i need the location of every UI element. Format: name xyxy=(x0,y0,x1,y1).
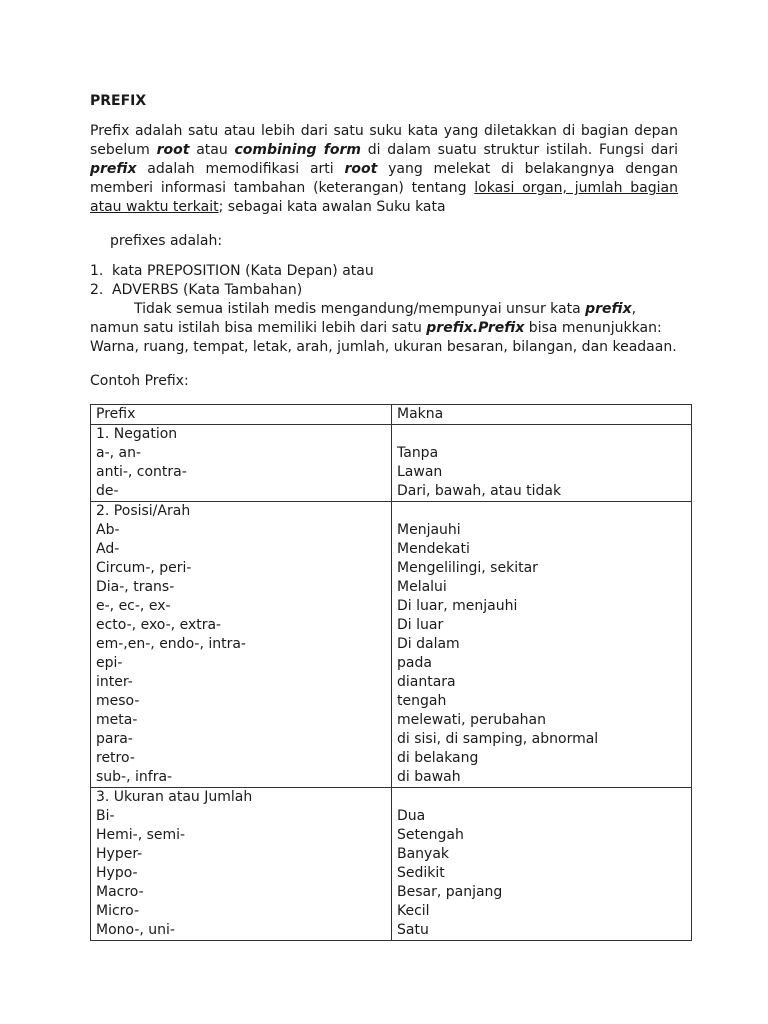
prefix-entry: Ab- xyxy=(96,522,120,538)
example-label: Contoh Prefix: xyxy=(90,373,189,389)
makna-entry: Tanpa xyxy=(397,445,439,461)
makna-entry: di sisi, di samping, abnormal xyxy=(397,731,599,747)
term-prefix: prefix.Prefix xyxy=(426,320,525,336)
prefix-entry: Ad- xyxy=(96,541,120,557)
intro-text: di dalam suatu struktur istilah. Fungsi dari xyxy=(360,142,679,158)
intro-text: Prefix adalah satu atau lebih dari satu suku kata yang diletakkan di bagian depan sebelum xyxy=(90,123,678,158)
table-group-row xyxy=(91,502,692,788)
prefix-entry: inter- xyxy=(96,674,133,690)
makna-entry: Setengah xyxy=(397,827,464,843)
prefix-entry: epi- xyxy=(96,655,123,671)
list-text: kata PREPOSITION (Kata Depan) atau xyxy=(112,263,374,279)
table-group-row xyxy=(91,425,692,502)
prefix-entry: retro- xyxy=(96,750,135,766)
blank-line xyxy=(397,788,691,807)
makna-entry: Melalui xyxy=(397,579,447,595)
prefix-entry: Mono-, uni- xyxy=(96,922,175,938)
makna-entry: Mendekati xyxy=(397,541,470,557)
makna-cell xyxy=(392,502,692,788)
prefix-entry: ecto-, exo-, extra- xyxy=(96,617,222,633)
list-text: ADVERBS (Kata Tambahan) xyxy=(112,282,303,298)
prefix-entry: Dia-, trans- xyxy=(96,579,175,595)
makna-entry: Di dalam xyxy=(397,636,460,652)
prefix-entry: sub-, infra- xyxy=(96,769,173,785)
numbered-list xyxy=(90,262,374,300)
makna-entry: Sedikit xyxy=(397,865,445,881)
makna-entry: Menjauhi xyxy=(397,522,461,538)
intro-text: adalah memodifikasi arti xyxy=(136,161,345,177)
prefix-entry: anti-, contra- xyxy=(96,464,187,480)
blank-line xyxy=(397,425,691,444)
prefix-entry: de- xyxy=(96,483,119,499)
para-text: namun satu istilah bisa memiliki lebih dari satu xyxy=(90,320,427,336)
prefix-cell xyxy=(91,425,392,502)
second-paragraph xyxy=(90,300,690,357)
prefix-cell xyxy=(91,788,392,941)
prefix-entry: para- xyxy=(96,731,133,747)
table-header-row xyxy=(91,405,692,425)
makna-entry: Mengelilingi, sekitar xyxy=(397,560,538,576)
term-root: root xyxy=(156,142,190,158)
makna-entry: melewati, perubahan xyxy=(397,712,546,728)
makna-entry: Satu xyxy=(397,922,429,938)
column-header-prefix: Prefix xyxy=(91,405,392,425)
para-text: Warna, ruang, tempat, letak, arah, jumlah, ukuran besaran, bilangan, dan keadaan. xyxy=(90,339,677,355)
group-title: 1. Negation xyxy=(96,426,178,442)
makna-cell xyxy=(392,425,692,502)
underlined-phrase: lokasi organ, jumlah bagian atau waktu terkait xyxy=(90,180,678,215)
column-header-makna: Makna xyxy=(392,405,692,425)
makna-entry: Di luar, menjauhi xyxy=(397,598,518,614)
prefixes-label: prefixes adalah: xyxy=(110,233,223,249)
prefix-entry: em-,en-, endo-, intra- xyxy=(96,636,246,652)
term-combining-form: combining form xyxy=(234,142,361,158)
makna-entry: Lawan xyxy=(397,464,443,480)
document-heading: PREFIX xyxy=(90,93,147,109)
list-number: 1. xyxy=(90,263,104,279)
para-text: Tidak semua istilah medis mengandung/mempunyai unsur kata xyxy=(134,301,586,317)
makna-entry: diantara xyxy=(397,674,456,690)
prefix-cell xyxy=(91,502,392,788)
prefix-entry: a-, an- xyxy=(96,445,142,461)
prefix-entry: e-, ec-, ex- xyxy=(96,598,171,614)
prefix-entry: meso- xyxy=(96,693,140,709)
list-number: 2. xyxy=(90,282,104,298)
prefix-entry: Macro- xyxy=(96,884,144,900)
makna-entry: Di luar xyxy=(397,617,444,633)
list-item xyxy=(90,281,374,300)
blank-line xyxy=(397,502,691,521)
prefix-entry: Hemi-, semi- xyxy=(96,827,186,843)
prefix-table xyxy=(90,404,692,941)
group-title: 3. Ukuran atau Jumlah xyxy=(96,789,253,805)
makna-entry: Besar, panjang xyxy=(397,884,503,900)
makna-entry: tengah xyxy=(397,693,447,709)
intro-text: yang melekat di belakangnya dengan memberi informasi tambahan (keterangan) tentang xyxy=(90,161,679,196)
intro-paragraph xyxy=(90,122,678,217)
prefix-entry: meta- xyxy=(96,712,138,728)
prefix-entry: Circum-, peri- xyxy=(96,560,192,576)
group-title: 2. Posisi/Arah xyxy=(96,503,191,519)
makna-cell xyxy=(392,788,692,941)
makna-entry: di belakang xyxy=(397,750,479,766)
makna-entry: Kecil xyxy=(397,903,430,919)
makna-entry: di bawah xyxy=(397,769,461,785)
term-prefix: prefix xyxy=(90,161,137,177)
prefix-entry: Bi- xyxy=(96,808,115,824)
table-group-row xyxy=(91,788,692,941)
prefix-entry: Hypo- xyxy=(96,865,138,881)
prefix-entry: Micro- xyxy=(96,903,139,919)
para-text: , xyxy=(631,301,637,317)
para-text: bisa menunjukkan: xyxy=(524,320,662,336)
makna-entry: Dari, bawah, atau tidak xyxy=(397,483,562,499)
makna-entry: Dua xyxy=(397,808,426,824)
prefix-entry: Hyper- xyxy=(96,846,143,862)
makna-entry: Banyak xyxy=(397,846,450,862)
term-root: root xyxy=(344,161,378,177)
term-prefix: prefix xyxy=(585,301,632,317)
list-item xyxy=(90,262,374,281)
intro-text: atau xyxy=(189,142,235,158)
makna-entry: pada xyxy=(397,655,432,671)
intro-text: ; sebagai kata awalan Suku kata xyxy=(218,199,446,215)
